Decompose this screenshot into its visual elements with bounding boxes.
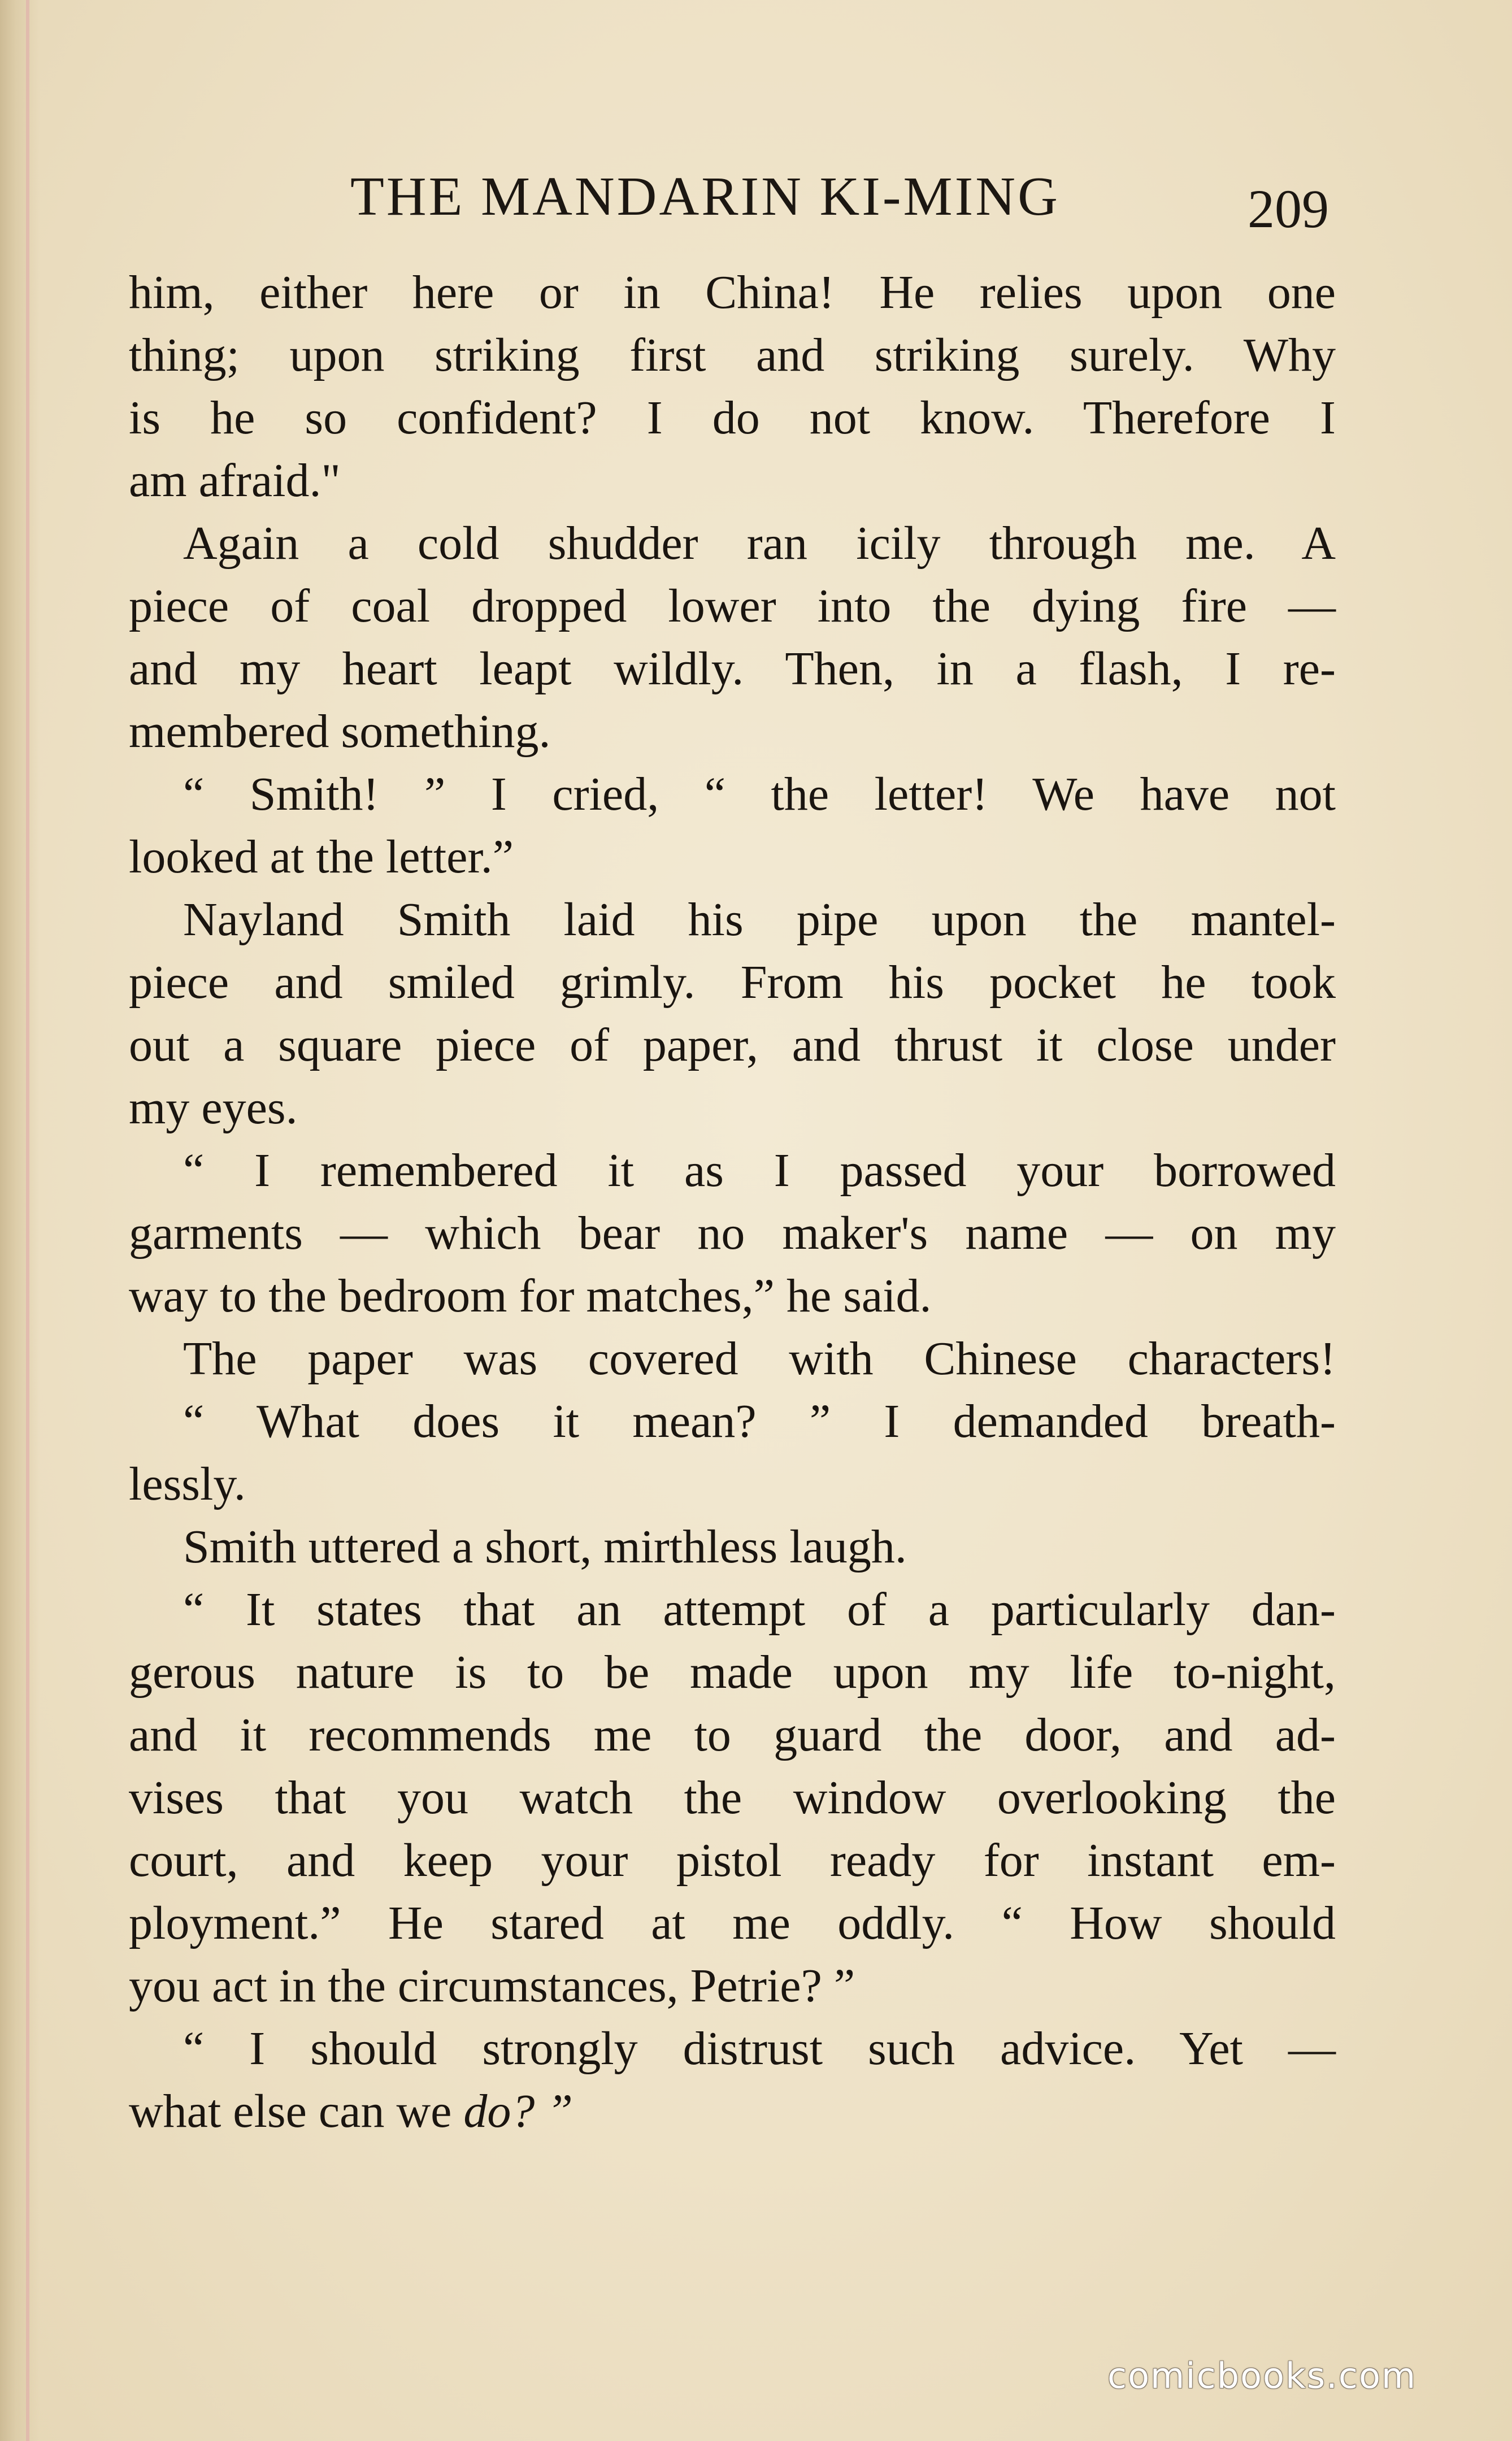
text-line: my eyes.: [129, 1081, 298, 1134]
watermark-text: comicbooks.com: [1107, 2355, 1417, 2396]
text-line: “ I should strongly distrust such advice. Yet —: [183, 2022, 1336, 2075]
text-line: out a square piece of paper, and thrust it close under: [129, 1019, 1336, 1071]
page-header: [0, 148, 1512, 239]
text-line-final: [129, 2080, 1336, 2143]
text-line: ployment.” He stared at me oddly. “ How should: [129, 1897, 1336, 1949]
text-line: lessly.: [129, 1458, 246, 1510]
text-line: Again a cold shudder ran icily through me. A: [183, 517, 1336, 570]
text-line: thing; upon striking first and striking surely. Why: [129, 329, 1336, 381]
text-line: am afraid.": [129, 454, 341, 507]
text-line: garments — which bear no maker's name — on my: [129, 1207, 1336, 1259]
text-line: “ What does it mean? ” I demanded breath-: [183, 1395, 1336, 1448]
final-line-text: what else can we: [129, 2085, 464, 2138]
text-line: Nayland Smith laid his pipe upon the mantel-: [183, 893, 1336, 946]
text-line: membered something.: [129, 705, 551, 758]
final-line-italic: do? ”: [463, 2085, 573, 2138]
page-gutter-shadow: [0, 0, 40, 2441]
text-line: way to the bedroom for matches,” he said.: [129, 1270, 932, 1322]
text-line: “ It states that an attempt of a particularly dan-: [183, 1583, 1336, 1636]
text-line: “ Smith! ” I cried, “ the letter! We have not: [183, 768, 1336, 820]
text-line: piece of coal dropped lower into the dying fire —: [129, 580, 1336, 632]
text-line: court, and keep your pistol ready for instant em-: [129, 1834, 1336, 1887]
text-line: gerous nature is to be made upon my life to-night,: [129, 1646, 1336, 1699]
text-line: you act in the circumstances, Petrie? ”: [129, 1960, 855, 2012]
text-line: The paper was covered with Chinese characters!: [183, 1332, 1336, 1385]
text-line: piece and smiled grimly. From his pocket he took: [129, 956, 1336, 1009]
text-line: looked at the letter.”: [129, 831, 514, 883]
text-line: Smith uttered a short, mirthless laugh.: [183, 1521, 907, 1573]
text-line: and my heart leapt wildly. Then, in a flash, I re-: [129, 642, 1336, 695]
page-edge-stain: [26, 0, 29, 2441]
text-line: and it recommends me to guard the door, and ad-: [129, 1709, 1336, 1761]
text-line: vises that you watch the window overlooking the: [129, 1771, 1336, 1824]
text-line: him, either here or in China! He relies upon one: [129, 266, 1336, 319]
body-text: [129, 261, 1336, 2143]
text-line: is he so confident? I do not know. Therefore I: [129, 392, 1336, 444]
running-title: THE MANDARIN KI-MING: [350, 166, 1060, 227]
page-number: 209: [1248, 179, 1329, 239]
text-line: “ I remembered it as I passed your borrowed: [183, 1144, 1336, 1197]
